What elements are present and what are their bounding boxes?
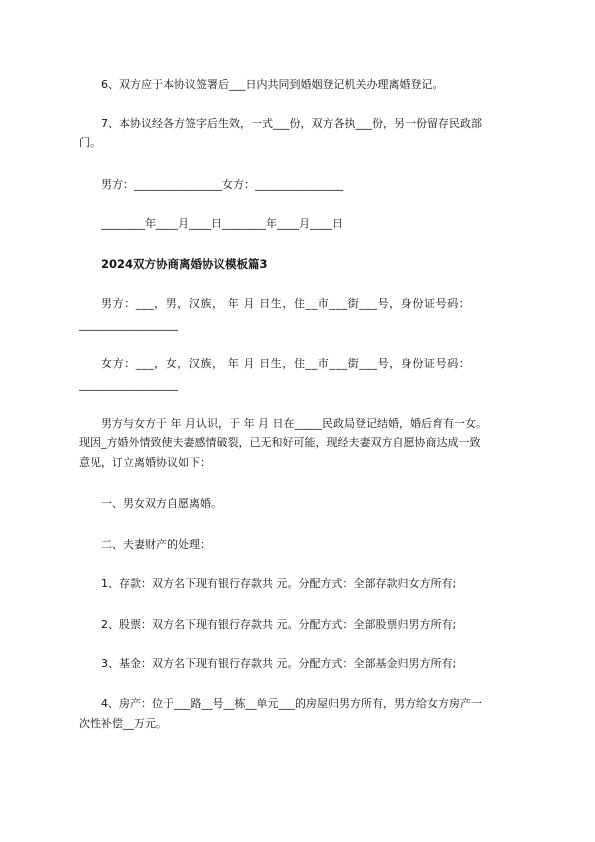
clause-7-line-1: 7、本协议经各方签字后生效，一式___份，双方各执___份，另一份留存民政部 (101, 117, 482, 130)
background-line-1: 男方与女方于 年 月认识，于 年 月 日在_____民政局登记结婚，婚后育有一女。 (101, 417, 487, 430)
article-2: 二、夫妻财产的处理： (101, 538, 211, 551)
male-party-line-1: 男方：___，男，汉族， 年 月 日生，住__市___街___号，身份证号码： (101, 297, 471, 310)
asset-item-1: 1、存款：双方名下现有银行存款共 元。分配方式：全部存款归女方所有; (101, 577, 457, 590)
clause-7-line-2: 门。 (79, 136, 101, 149)
date-line: ________年____月____日________年____月____日 (101, 217, 343, 230)
clause-6: 6、双方应于本协议签署后___日内共同到婚姻登记机关办理离婚登记。 (101, 78, 444, 91)
male-party-line-2: __________________ (79, 318, 178, 331)
asset-item-2: 2、股票：双方名下现有银行存款共 元。分配方式：全部股票归男方所有; (101, 618, 457, 631)
female-party-line-2: __________________ (79, 378, 178, 391)
asset-item-4-line-1: 4、房产：位于___路__号__栋__单元___的房屋归男方所有，男方给女方房产一 (101, 697, 482, 710)
section-title: 2024双方协商离婚协议模板篇3 (101, 257, 268, 271)
asset-item-4-line-2: 次性补偿__万元。 (79, 717, 167, 730)
article-1: 一、男女双方自愿离婚。 (101, 497, 222, 510)
signature-line: 男方：________________女方：________________ (101, 178, 343, 191)
background-line-3: 意见，订立离婚协议如下： (79, 456, 211, 469)
female-party-line-1: 女方：___，女，汉族， 年 月 日生，住__市___街___号，身份证号码： (101, 357, 471, 370)
asset-item-3: 3、基金：双方名下现有银行存款共 元。分配方式：全部基金归男方所有; (101, 657, 457, 670)
background-line-2: 现因_方婚外情致使夫妻感情破裂，已无和好可能，现经夫妻双方自愿协商达成一致 (79, 436, 481, 449)
